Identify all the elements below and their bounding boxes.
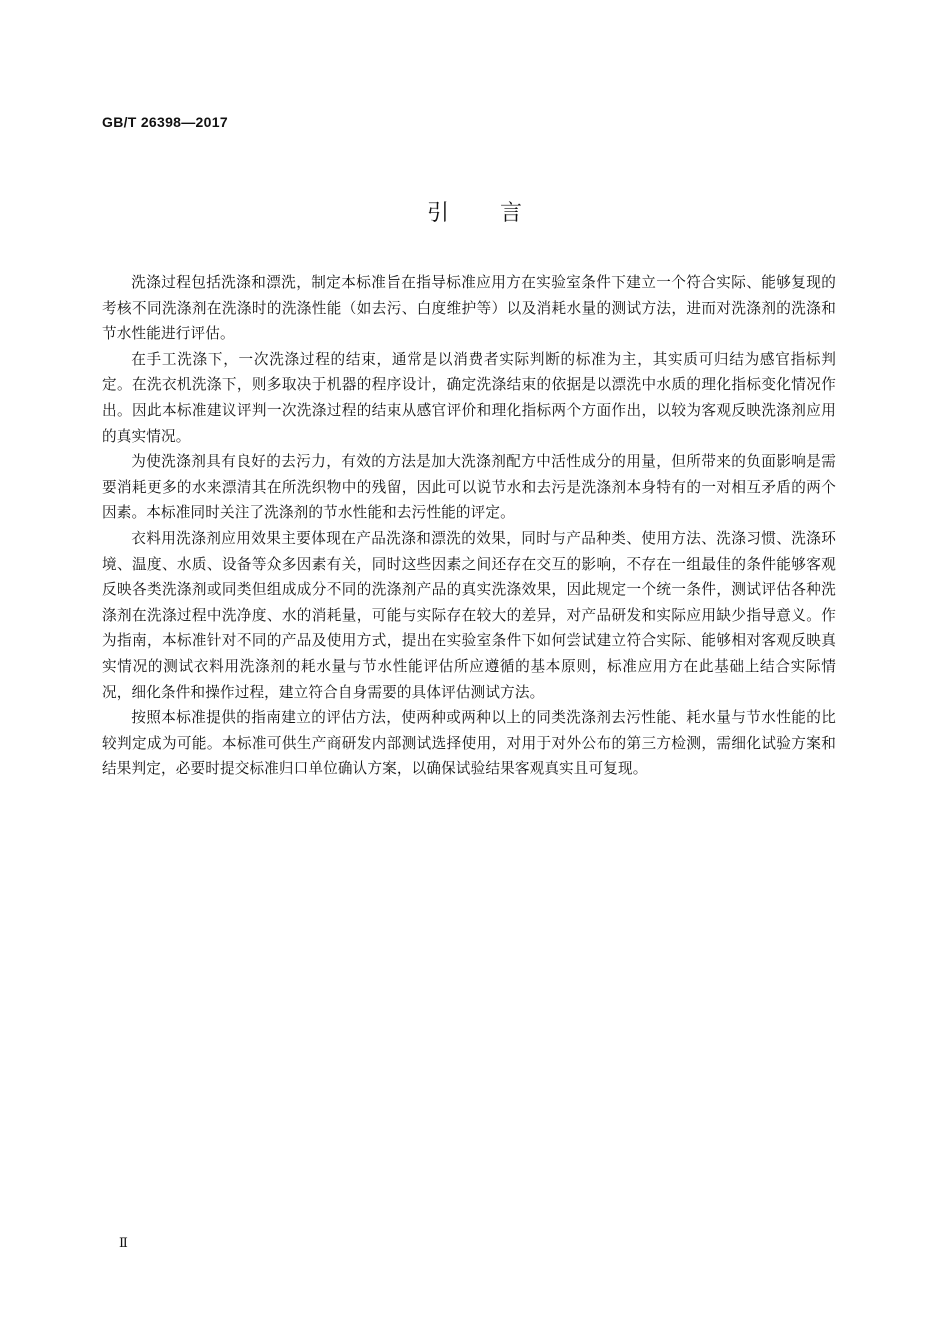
page-number: Ⅱ xyxy=(119,1236,128,1251)
paragraph-3: 为使洗涤剂具有良好的去污力，有效的方法是加大洗涤剂配方中活性成分的用量，但所带来的负面影响是需要消耗更多的水来漂清其在所洗织物中的残留，因此可以说节水和去污是洗涤剂本身特有的一对相互矛盾的两个因素。本标准同时关注了洗涤剂的节水性能和去污性能的评定。 xyxy=(102,453,836,522)
introduction-body xyxy=(102,270,836,782)
paragraph-2: 在手工洗涤下，一次洗涤过程的结束，通常是以消费者实际判断的标准为主，其实质可归结为感官指标判定。在洗衣机洗涤下，则多取决于机器的程序设计，确定洗涤结束的依据是以漂洗中水质的理化指标变化情况作出。因此本标准建议评判一次洗涤过程的结束从感官评价和理化指标两个方面作出，以较为客观反映洗涤剂应用的真实情况。 xyxy=(102,350,836,445)
paragraph-5: 按照本标准提供的指南建立的评估方法，使两种或两种以上的同类洗涤剂去污性能、耗水量与节水性能的比较判定成为可能。本标准可供生产商研发内部测试选择使用，对用于对外公布的第三方检测，需细化试验方案和结果判定，必要时提交标准归口单位确认方案，以确保试验结果客观真实且可复现。 xyxy=(102,709,836,778)
page-title xyxy=(0,196,950,227)
paragraph-4: 衣料用洗涤剂应用效果主要体现在产品洗涤和漂洗的效果，同时与产品种类、使用方法、洗涤习惯、洗涤环境、温度、水质、设备等众多因素有关，同时这些因素之间还存在交互的影响，不存在一组最佳的条件能够客观反映各类洗涤剂或同类但组成成分不同的洗涤剂产品的真实洗涤效果，因此规定一个统一条件，测试评估各种洗涤剂在洗涤过程中洗净度、水的消耗量，可能与实际存在较大的差异，对产品研发和实际应用缺少指导意义。作为指南，本标准针对不同的产品及使用方式，提出在实验室条件下如何尝试建立符合实际、能够相对客观反映真实情况的测试衣料用洗涤剂的耗水量与节水性能评估所应遵循的基本原则，标准应用方在此基础上结合实际情况，细化条件和操作过程，建立符合自身需要的具体评估测试方法。 xyxy=(102,529,836,701)
page-title-char-2: 言 xyxy=(500,201,524,226)
paragraph-1: 洗涤过程包括洗涤和漂洗，制定本标准旨在指导标准应用方在实验室条件下建立一个符合实际、能够复现的考核不同洗涤剂在洗涤时的洗涤性能（如去污、白度维护等）以及消耗水量的测试方法，进而对洗涤剂的洗涤和节水性能进行评估。 xyxy=(102,274,836,343)
standard-number: GB/T 26398—2017 xyxy=(102,114,228,130)
page-title-char-1: 引 xyxy=(426,201,450,226)
